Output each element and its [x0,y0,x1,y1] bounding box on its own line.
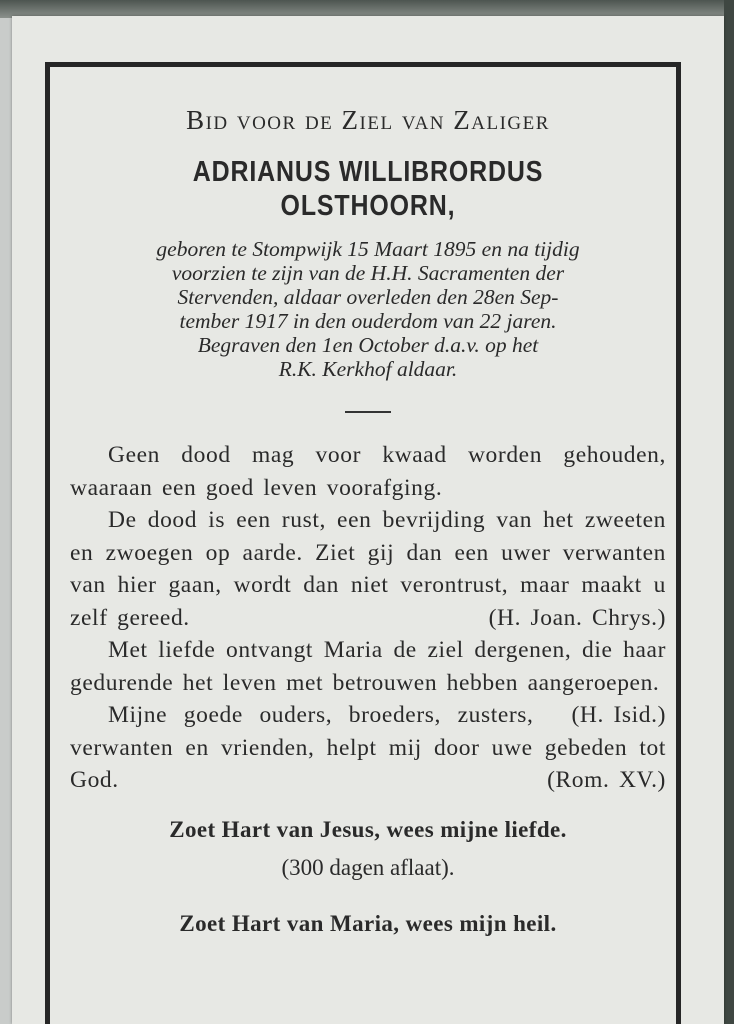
biography [70,237,666,381]
card-header: Bid voor de Ziel van Zaliger [186,105,550,135]
bio-line: Stervenden, aldaar overleden den 28en Sep- [177,285,559,309]
verse-source: (H. Isid.) [571,702,666,728]
verse-source: (H. Joan. Chrys.) [488,604,666,631]
verse-paragraph [70,504,666,634]
verse-paragraph [70,439,666,504]
background-left [0,18,12,1024]
verse-text: Met liefde ontvangt Maria de ziel dergenen, die haar gedurende het leven met betrouwen hebben aangeroepen. [70,637,666,696]
card-content [70,100,666,939]
prayer-sacred-heart-maria: Zoet Hart van Maria, wees mijn heil. [179,910,557,936]
verse-text: Mijne goede ouders, broeders, zusters, verwanten en vrienden, helpt mij door uwe gebeden tot God. [70,702,666,793]
verse-text: Geen dood mag voor kwaad worden gehouden, waaraan een goed leven voorafging. [70,442,666,501]
prayer-sacred-heart-jesus: Zoet Hart van Jesus, wees mijne liefde. [169,816,567,842]
background-right [724,0,734,1024]
bio-line: Begraven den 1en October d.a.v. op het [197,333,539,357]
deceased-name: ADRIANUS WILLIBRORDUS OLSTHOORN, [192,156,544,222]
bio-line: geboren te Stompwijk 15 Maart 1895 en na tijdig [156,237,580,261]
indulgence-note: (300 dagen aflaat). [281,854,455,880]
bio-line: tember 1917 in den ouderdom van 22 jaren. [179,309,557,333]
bio-line: R.K. Kerkhof aldaar. [278,357,458,381]
verse-paragraph [70,634,666,728]
divider [345,411,391,413]
verse-source: (Rom. XV.) [547,767,666,793]
verse-text: De dood is een rust, een bevrijding van het zweeten en zwoegen op aarde. Ziet gij dan een uwer verwanten van hier gaan, wordt dan niet verontrust, maar maakt u zelf gereed. [70,507,666,631]
bio-line: voorzien te zijn van de H.H. Sacramenten der [171,261,565,285]
